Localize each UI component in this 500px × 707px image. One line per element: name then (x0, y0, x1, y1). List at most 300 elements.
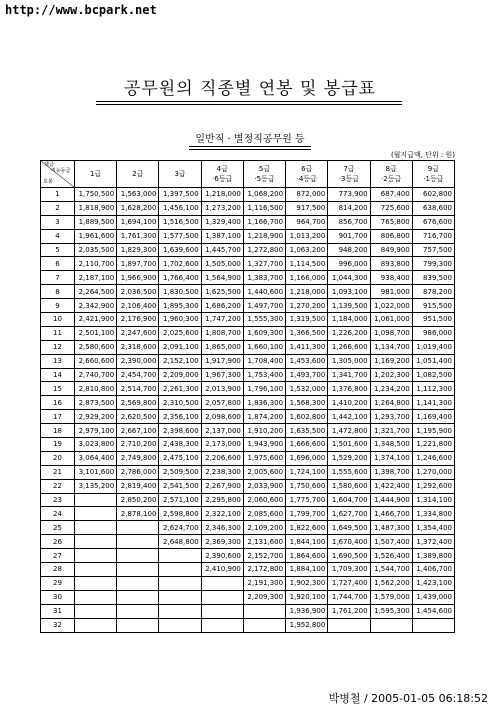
salary-cell: 2,109,200 (243, 521, 285, 535)
salary-cell (75, 549, 117, 563)
step-cell: 20 (41, 451, 75, 465)
salary-cell: 2,267,900 (201, 479, 243, 493)
salary-cell: 1,874,200 (243, 410, 285, 424)
salary-cell: 1,555,300 (243, 313, 285, 327)
salary-cell: 1,410,200 (328, 396, 370, 410)
salary-cell: 1,293,700 (370, 410, 412, 424)
salary-cell: 1,501,600 (328, 438, 370, 452)
column-header-grade: 2급 (132, 170, 144, 178)
salary-cell: 2,501,100 (75, 326, 117, 340)
salary-cell: 1,493,700 (286, 368, 328, 382)
salary-cell: 1,221,800 (412, 438, 454, 452)
salary-cell: 1,292,600 (412, 479, 454, 493)
table-row (41, 229, 455, 243)
step-cell: 7 (41, 271, 75, 285)
salary-cell (75, 604, 117, 618)
salary-cell: 2,541,500 (159, 479, 201, 493)
salary-cell: 1,439,000 (412, 590, 454, 604)
salary-cell: 948,200 (328, 243, 370, 257)
salary-cell: 1,865,000 (201, 340, 243, 354)
salary-cell (75, 493, 117, 507)
salary-cell: 1,139,500 (328, 299, 370, 313)
salary-cell: 1,169,400 (412, 410, 454, 424)
salary-cell: 1,270,000 (412, 465, 454, 479)
salary-cell: 2,310,500 (159, 396, 201, 410)
salary-cell (117, 535, 159, 549)
table-row (41, 604, 455, 618)
salary-cell: 1,374,100 (370, 451, 412, 465)
salary-table-body (41, 188, 455, 633)
salary-cell: 2,209,000 (159, 368, 201, 382)
salary-cell: 1,319,500 (286, 313, 328, 327)
salary-cell: 849,900 (370, 243, 412, 257)
salary-cell (117, 576, 159, 590)
salary-cell: 1,202,300 (370, 368, 412, 382)
salary-cell (117, 563, 159, 577)
salary-cell: 1,234,200 (370, 382, 412, 396)
salary-cell: 1,061,000 (370, 313, 412, 327)
salary-cell (117, 549, 159, 563)
salary-cell: 1,044,300 (328, 271, 370, 285)
salary-cell: 1,917,900 (201, 354, 243, 368)
table-row (41, 521, 455, 535)
salary-cell: 1,750,600 (286, 479, 328, 493)
salary-cell (75, 618, 117, 632)
column-header-grade: 7급 (343, 165, 355, 173)
salary-cell: 1,579,000 (370, 590, 412, 604)
salary-cell: 1,398,700 (370, 465, 412, 479)
step-cell: 5 (41, 243, 75, 257)
column-header-grade: 9급 (427, 165, 439, 173)
table-row (41, 382, 455, 396)
salary-cell: 2,819,400 (117, 479, 159, 493)
salary-cell: 1,753,400 (243, 368, 285, 382)
column-header-level: ·5등급 (254, 175, 275, 183)
salary-cell: 1,068,200 (243, 188, 285, 202)
column-header-grade: 1급 (90, 170, 102, 178)
salary-cell: 1,775,700 (286, 493, 328, 507)
salary-cell: 1,264,800 (370, 396, 412, 410)
salary-cell: 2,247,600 (117, 326, 159, 340)
step-cell: 19 (41, 438, 75, 452)
salary-cell: 2,110,700 (75, 257, 117, 271)
salary-cell (159, 549, 201, 563)
salary-cell: 1,505,000 (201, 257, 243, 271)
salary-cell (75, 507, 117, 521)
table-row (41, 438, 455, 452)
salary-cell: 2,085,600 (243, 507, 285, 521)
site-url-watermark: http://www.bcpark.net (5, 3, 157, 17)
table-row (41, 396, 455, 410)
salary-cell: 1,666,600 (286, 438, 328, 452)
salary-cell: 1,936,900 (286, 604, 328, 618)
salary-cell: 1,389,800 (412, 549, 454, 563)
salary-cell: 1,604,700 (328, 493, 370, 507)
salary-cell: 2,035,500 (75, 243, 117, 257)
salary-cell: 2,173,000 (201, 438, 243, 452)
salary-cell (201, 618, 243, 632)
table-row (41, 340, 455, 354)
salary-cell: 2,025,600 (159, 326, 201, 340)
table-row (41, 313, 455, 327)
salary-cell: 2,929,200 (75, 410, 117, 424)
table-row (41, 326, 455, 340)
salary-cell: 1,019,400 (412, 340, 454, 354)
salary-cell: 716,700 (412, 229, 454, 243)
salary-cell: 1,966,900 (117, 271, 159, 285)
salary-cell: 2,571,100 (159, 493, 201, 507)
step-cell: 27 (41, 549, 75, 563)
salary-cell: 1,195,900 (412, 424, 454, 438)
salary-cell: 1,246,600 (412, 451, 454, 465)
salary-cell: 1,796,100 (243, 382, 285, 396)
salary-cell: 1,218,000 (286, 285, 328, 299)
salary-cell: 1,577,500 (159, 229, 201, 243)
salary-cell: 996,000 (328, 257, 370, 271)
salary-cell: 1,093,100 (328, 285, 370, 299)
salary-cell: 1,750,500 (75, 188, 117, 202)
salary-cell: 1,051,400 (412, 354, 454, 368)
table-row (41, 465, 455, 479)
salary-cell: 2,369,300 (201, 535, 243, 549)
salary-cell (117, 604, 159, 618)
salary-cell: 872,000 (286, 188, 328, 202)
salary-cell: 1,625,500 (201, 285, 243, 299)
salary-cell (159, 590, 201, 604)
salary-cell: 806,800 (370, 229, 412, 243)
salary-cell: 2,152,700 (243, 549, 285, 563)
salary-cell: 951,500 (412, 313, 454, 327)
table-row (41, 285, 455, 299)
column-header-grade: 8급 (385, 165, 397, 173)
salary-cell: 1,166,000 (286, 271, 328, 285)
salary-cell: 1,454,600 (412, 604, 454, 618)
salary-cell: 687,400 (370, 188, 412, 202)
column-header (412, 161, 454, 188)
salary-cell: 1,022,000 (370, 299, 412, 313)
salary-cell: 1,902,300 (286, 576, 328, 590)
salary-cell: 1,568,300 (286, 396, 328, 410)
salary-cell: 2,295,800 (201, 493, 243, 507)
salary-cell: 1,341,700 (328, 368, 370, 382)
step-cell: 28 (41, 563, 75, 577)
salary-cell: 2,318,600 (117, 340, 159, 354)
salary-cell: 2,390,000 (117, 354, 159, 368)
salary-cell: 1,595,300 (370, 604, 412, 618)
salary-cell: 1,529,200 (328, 451, 370, 465)
salary-cell: 1,383,700 (243, 271, 285, 285)
salary-cell: 1,444,900 (370, 493, 412, 507)
salary-cell: 1,472,800 (328, 424, 370, 438)
salary-cell: 2,580,600 (75, 340, 117, 354)
salary-cell: 1,690,500 (328, 549, 370, 563)
salary-cell: 1,082,500 (412, 368, 454, 382)
unit-note: (월지급액, 단위 : 원) (390, 151, 455, 159)
salary-cell: 3,101,600 (75, 465, 117, 479)
step-cell: 8 (41, 285, 75, 299)
column-header-level: ·4등급 (296, 175, 317, 183)
salary-cell: 2,152,100 (159, 354, 201, 368)
salary-cell: 2,322,100 (201, 507, 243, 521)
salary-cell: 1,564,900 (201, 271, 243, 285)
salary-cell: 1,166,700 (243, 215, 285, 229)
salary-cell: 2,346,300 (201, 521, 243, 535)
salary-cell (201, 590, 243, 604)
salary-cell: 2,598,800 (159, 507, 201, 521)
column-header-level: ·2등급 (381, 175, 402, 183)
salary-cell: 1,836,300 (243, 396, 285, 410)
salary-cell: 1,708,400 (243, 354, 285, 368)
salary-cell: 2,013,900 (201, 382, 243, 396)
column-header (328, 161, 370, 188)
step-cell: 24 (41, 507, 75, 521)
salary-cell: 2,131,600 (243, 535, 285, 549)
table-row (41, 368, 455, 382)
salary-cell: 1,635,500 (286, 424, 328, 438)
salary-cell: 981,000 (370, 285, 412, 299)
salary-cell (75, 590, 117, 604)
salary-cell: 1,563,000 (117, 188, 159, 202)
salary-cell: 1,397,500 (159, 188, 201, 202)
salary-cell: 1,497,700 (243, 299, 285, 313)
salary-cell (117, 618, 159, 632)
salary-cell: 1,273,200 (201, 201, 243, 215)
column-header (159, 161, 201, 188)
salary-cell: 1,747,200 (201, 313, 243, 327)
salary-cell: 1,387,100 (201, 229, 243, 243)
salary-cell: 1,218,000 (201, 188, 243, 202)
table-row (41, 354, 455, 368)
salary-cell: 1,013,200 (286, 229, 328, 243)
salary-cell: 1,562,200 (370, 576, 412, 590)
salary-cell: 1,532,000 (286, 382, 328, 396)
table-row (41, 424, 455, 438)
salary-cell: 1,406,700 (412, 563, 454, 577)
salary-cell: 878,200 (412, 285, 454, 299)
salary-cell: 915,500 (412, 299, 454, 313)
salary-cell: 1,628,200 (117, 201, 159, 215)
salary-cell: 1,822,600 (286, 521, 328, 535)
salary-cell: 1,453,600 (286, 354, 328, 368)
salary-cell: 1,327,700 (243, 257, 285, 271)
salary-cell: 2,172,800 (243, 563, 285, 577)
salary-cell: 1,818,900 (75, 201, 117, 215)
salary-cell: 1,609,300 (243, 326, 285, 340)
salary-cell: 2,648,800 (159, 535, 201, 549)
salary-cell: 1,445,700 (201, 243, 243, 257)
salary-cell: 1,844,100 (286, 535, 328, 549)
salary-cell: 2,475,100 (159, 451, 201, 465)
salary-cell: 1,272,800 (243, 243, 285, 257)
salary-cell (159, 618, 201, 632)
table-row (41, 299, 455, 313)
salary-cell: 1,830,500 (159, 285, 201, 299)
salary-cell (370, 618, 412, 632)
column-header (286, 161, 328, 188)
step-cell: 10 (41, 313, 75, 327)
salary-cell: 2,421,900 (75, 313, 117, 327)
salary-cell: 1,526,400 (370, 549, 412, 563)
step-cell: 9 (41, 299, 75, 313)
salary-cell: 2,509,500 (159, 465, 201, 479)
salary-cell (75, 576, 117, 590)
salary-cell: 1,116,500 (243, 201, 285, 215)
salary-cell: 2,209,300 (243, 590, 285, 604)
salary-cell: 1,376,800 (328, 382, 370, 396)
column-header (370, 161, 412, 188)
step-cell: 26 (41, 535, 75, 549)
table-row (41, 576, 455, 590)
step-cell: 1 (41, 188, 75, 202)
salary-cell (159, 604, 201, 618)
salary-cell: 1,226,200 (328, 326, 370, 340)
salary-cell: 2,514,700 (117, 382, 159, 396)
salary-cell: 1,670,400 (328, 535, 370, 549)
column-header-grade: 5급 (258, 165, 271, 173)
salary-cell: 2,036,500 (117, 285, 159, 299)
salary-cell: 901,700 (328, 229, 370, 243)
salary-cell: 1,270,200 (286, 299, 328, 313)
salary-cell: 1,627,700 (328, 507, 370, 521)
salary-cell: 2,740,700 (75, 368, 117, 382)
salary-cell: 2,264,500 (75, 285, 117, 299)
salary-cell: 1,694,100 (117, 215, 159, 229)
salary-cell: 2,620,500 (117, 410, 159, 424)
salary-cell: 1,829,300 (117, 243, 159, 257)
salary-cell: 1,686,200 (201, 299, 243, 313)
column-header-level: ·6등급 (212, 175, 233, 183)
salary-cell: 1,266,600 (328, 340, 370, 354)
salary-cell: 986,000 (412, 326, 454, 340)
salary-cell: 1,943,900 (243, 438, 285, 452)
corner-label-grade: 계급 (44, 162, 54, 168)
salary-cell: 1,422,400 (370, 479, 412, 493)
salary-cell: 1,895,300 (159, 299, 201, 313)
corner-label-level: 직능등급 (51, 168, 71, 174)
salary-cell: 2,057,800 (201, 396, 243, 410)
salary-cell: 1,134,700 (370, 340, 412, 354)
table-row (41, 493, 455, 507)
table-row (41, 535, 455, 549)
salary-cell: 1,321,700 (370, 424, 412, 438)
salary-cell: 1,724,100 (286, 465, 328, 479)
step-cell: 30 (41, 590, 75, 604)
salary-cell: 2,710,200 (117, 438, 159, 452)
salary-cell: 1,141,300 (412, 396, 454, 410)
salary-cell: 2,005,600 (243, 465, 285, 479)
salary-cell: 917,500 (286, 201, 328, 215)
step-cell: 12 (41, 340, 75, 354)
salary-cell: 1,544,700 (370, 563, 412, 577)
step-cell: 21 (41, 465, 75, 479)
salary-cell: 1,516,500 (159, 215, 201, 229)
table-row (41, 479, 455, 493)
salary-cell: 1,555,600 (328, 465, 370, 479)
salary-cell: 1,808,700 (201, 326, 243, 340)
salary-cell: 1,169,200 (370, 354, 412, 368)
header-row (41, 161, 455, 188)
table-row (41, 201, 455, 215)
salary-cell: 2,873,500 (75, 396, 117, 410)
salary-cell: 2,979,100 (75, 424, 117, 438)
salary-cell (75, 563, 117, 577)
salary-cell: 1,967,300 (201, 368, 243, 382)
step-cell: 23 (41, 493, 75, 507)
salary-cell: 1,372,400 (412, 535, 454, 549)
salary-cell: 1,660,100 (243, 340, 285, 354)
column-header (117, 161, 159, 188)
salary-cell: 964,700 (286, 215, 328, 229)
column-header (201, 161, 243, 188)
table-row (41, 590, 455, 604)
salary-cell: 1,580,600 (328, 479, 370, 493)
salary-cell: 2,810,800 (75, 382, 117, 396)
salary-cell (243, 604, 285, 618)
salary-cell (201, 576, 243, 590)
table-row (41, 618, 455, 632)
corner-label-step: 호봉 (43, 179, 53, 185)
salary-cell: 1,696,000 (286, 451, 328, 465)
salary-cell (328, 618, 370, 632)
salary-cell: 1,440,600 (243, 285, 285, 299)
salary-cell: 2,786,000 (117, 465, 159, 479)
salary-cell: 2,410,900 (201, 563, 243, 577)
salary-cell: 2,187,100 (75, 271, 117, 285)
salary-cell: 1,456,100 (159, 201, 201, 215)
table-row (41, 271, 455, 285)
salary-cell: 2,624,700 (159, 521, 201, 535)
salary-cell: 2,191,300 (243, 576, 285, 590)
table-row (41, 549, 455, 563)
column-header (75, 161, 117, 188)
table-row (41, 188, 455, 202)
salary-cell: 1,766,400 (159, 271, 201, 285)
salary-cell: 2,667,100 (117, 424, 159, 438)
salary-cell: 1,184,000 (328, 313, 370, 327)
step-cell: 16 (41, 396, 75, 410)
table-row (41, 507, 455, 521)
step-cell: 3 (41, 215, 75, 229)
salary-cell: 1,639,600 (159, 243, 201, 257)
subtitle-underline (189, 146, 311, 150)
salary-cell: 1,910,200 (243, 424, 285, 438)
step-cell: 2 (41, 201, 75, 215)
salary-cell: 2,060,600 (243, 493, 285, 507)
table-row (41, 243, 455, 257)
column-header (243, 161, 285, 188)
step-cell: 32 (41, 618, 75, 632)
salary-cell: 814,200 (328, 201, 370, 215)
salary-cell: 1,466,700 (370, 507, 412, 521)
step-cell: 14 (41, 368, 75, 382)
salary-cell: 1,761,300 (117, 229, 159, 243)
table-row (41, 451, 455, 465)
salary-cell: 676,600 (412, 215, 454, 229)
step-cell: 4 (41, 229, 75, 243)
salary-cell: 1,411,300 (286, 340, 328, 354)
salary-cell: 2,342,900 (75, 299, 117, 313)
title-underline (96, 101, 402, 105)
salary-cell: 3,135,200 (75, 479, 117, 493)
salary-cell: 2,106,400 (117, 299, 159, 313)
salary-cell: 1,305,000 (328, 354, 370, 368)
page-title: 공무원의 직종별 연봉 및 봉급표 (123, 79, 377, 99)
salary-cell: 1,487,300 (370, 521, 412, 535)
salary-cell (201, 604, 243, 618)
step-cell: 25 (41, 521, 75, 535)
salary-cell (117, 521, 159, 535)
step-cell: 17 (41, 410, 75, 424)
